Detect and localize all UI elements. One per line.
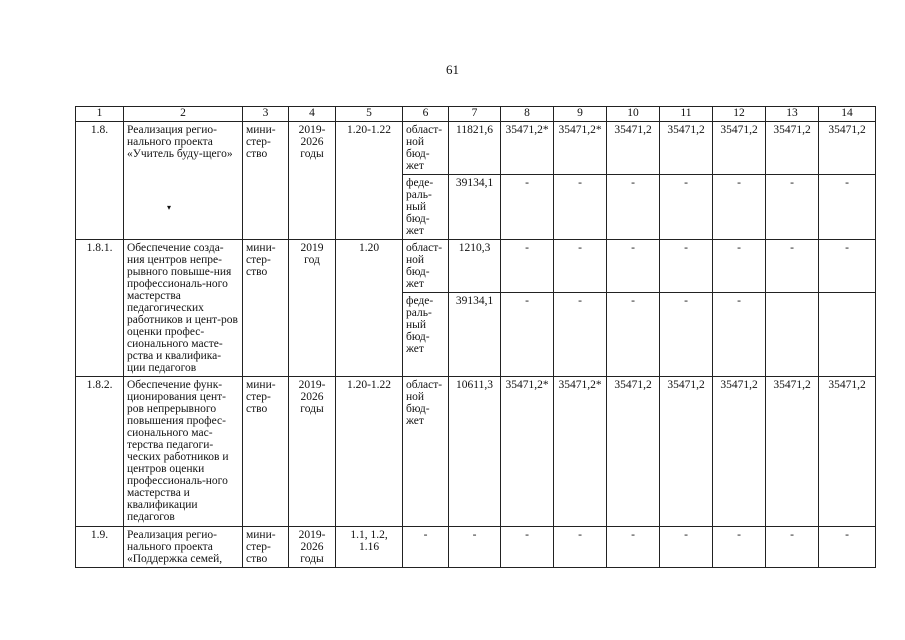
row-period: 2019-2026 годы <box>289 377 336 527</box>
value-cell: - <box>713 175 766 240</box>
col-header: 3 <box>243 107 289 122</box>
page-number: 61 <box>446 62 459 77</box>
budget-table <box>75 106 876 568</box>
value-cell: - <box>607 240 660 293</box>
col-header: 13 <box>766 107 819 122</box>
row-period: 2019-2026 годы <box>289 527 336 568</box>
value-cell: - <box>449 527 501 568</box>
col-header: 10 <box>607 107 660 122</box>
value-cell: - <box>660 175 713 240</box>
table-row <box>76 122 876 175</box>
value-cell: 35471,2 <box>713 122 766 175</box>
budget-source: феде-раль-ный бюд-жет <box>403 175 449 240</box>
value-cell: 35471,2 <box>713 377 766 527</box>
value-cell: 39134,1 <box>449 175 501 240</box>
value-cell: - <box>766 175 819 240</box>
value-cell: - <box>766 527 819 568</box>
row-indicator: 1.1, 1.2, 1.16 <box>336 527 403 568</box>
row-indicator: 1.20 <box>336 240 403 377</box>
value-cell: - <box>501 240 554 293</box>
value-cell: - <box>607 175 660 240</box>
row-name <box>124 122 243 240</box>
budget-source: област-ной бюд-жет <box>403 377 449 527</box>
value-cell: - <box>660 527 713 568</box>
row-number: 1.9. <box>76 527 124 568</box>
value-cell: 35471,2 <box>819 122 876 175</box>
value-cell: 35471,2* <box>554 377 607 527</box>
col-header: 11 <box>660 107 713 122</box>
value-cell: - <box>607 527 660 568</box>
value-cell: 35471,2 <box>660 377 713 527</box>
row-number: 1.8.1. <box>76 240 124 377</box>
row-executor: мини-стер-ство <box>243 377 289 527</box>
value-cell: 39134,1 <box>449 293 501 377</box>
value-cell: - <box>554 240 607 293</box>
budget-source: област-ной бюд-жет <box>403 240 449 293</box>
row-number: 1.8. <box>76 122 124 240</box>
value-cell: 35471,2 <box>766 377 819 527</box>
value-cell: 35471,2* <box>501 377 554 527</box>
col-header: 1 <box>76 107 124 122</box>
value-cell: - <box>713 293 766 377</box>
value-cell: 35471,2 <box>607 122 660 175</box>
budget-source: феде-раль-ный бюд-жет <box>403 293 449 377</box>
value-cell: - <box>554 527 607 568</box>
budget-source: - <box>403 527 449 568</box>
value-cell: 35471,2* <box>554 122 607 175</box>
col-header: 8 <box>501 107 554 122</box>
row-name: Обеспечение созда-ния центров непре-рывного повыше-ния профессиональ-ного мастерства педагогических работников и цент-ров оценки профес-сионального масте-рства и квалифика-ции педагогов <box>124 240 243 377</box>
row-name: Реализация регио-нального проекта «Поддержка семей, <box>124 527 243 568</box>
col-header: 9 <box>554 107 607 122</box>
row-name-text: Реализация регио-нального проекта «Учитель буду-щего» <box>127 124 233 160</box>
header-row <box>76 107 876 122</box>
value-cell <box>819 293 876 377</box>
value-cell: - <box>554 293 607 377</box>
col-header: 14 <box>819 107 876 122</box>
value-cell: - <box>501 527 554 568</box>
value-cell: - <box>660 240 713 293</box>
row-number: 1.8.2. <box>76 377 124 527</box>
row-period: 2019 год <box>289 240 336 377</box>
value-cell: 35471,2* <box>501 122 554 175</box>
table-row <box>76 527 876 568</box>
col-header: 5 <box>336 107 403 122</box>
row-name: Обеспечение функ-ционирования цент-ров непрерывного повышения профес-сионального мас-терства педагоги-ческих работников и центров оценки профессиональ-ного мастерства и квалификации педагогов <box>124 377 243 527</box>
table-row <box>76 240 876 293</box>
value-cell: - <box>766 240 819 293</box>
value-cell: - <box>819 175 876 240</box>
value-cell: - <box>713 527 766 568</box>
value-cell: - <box>819 527 876 568</box>
scan-mark: ▾ <box>167 203 172 212</box>
value-cell <box>766 293 819 377</box>
col-header: 7 <box>449 107 501 122</box>
col-header: 12 <box>713 107 766 122</box>
budget-source: област-ной бюд-жет <box>403 122 449 175</box>
table-row <box>76 377 876 527</box>
value-cell: - <box>501 175 554 240</box>
row-executor: мини-стер-ство <box>243 240 289 377</box>
value-cell: - <box>554 175 607 240</box>
col-header: 4 <box>289 107 336 122</box>
value-cell: - <box>607 293 660 377</box>
value-cell: - <box>501 293 554 377</box>
value-cell: 10611,3 <box>449 377 501 527</box>
value-cell: 35471,2 <box>766 122 819 175</box>
col-header: 6 <box>403 107 449 122</box>
value-cell: - <box>819 240 876 293</box>
col-header: 2 <box>124 107 243 122</box>
value-cell: - <box>713 240 766 293</box>
value-cell: 35471,2 <box>607 377 660 527</box>
row-executor: мини-стер-ство <box>243 527 289 568</box>
value-cell: 11821,6 <box>449 122 501 175</box>
value-cell: 35471,2 <box>660 122 713 175</box>
value-cell: 35471,2 <box>819 377 876 527</box>
value-cell: 1210,3 <box>449 240 501 293</box>
row-indicator: 1.20-1.22 <box>336 377 403 527</box>
row-executor: мини-стер-ство <box>243 122 289 240</box>
row-period: 2019-2026 годы <box>289 122 336 240</box>
value-cell: - <box>660 293 713 377</box>
row-indicator: 1.20-1.22 <box>336 122 403 240</box>
